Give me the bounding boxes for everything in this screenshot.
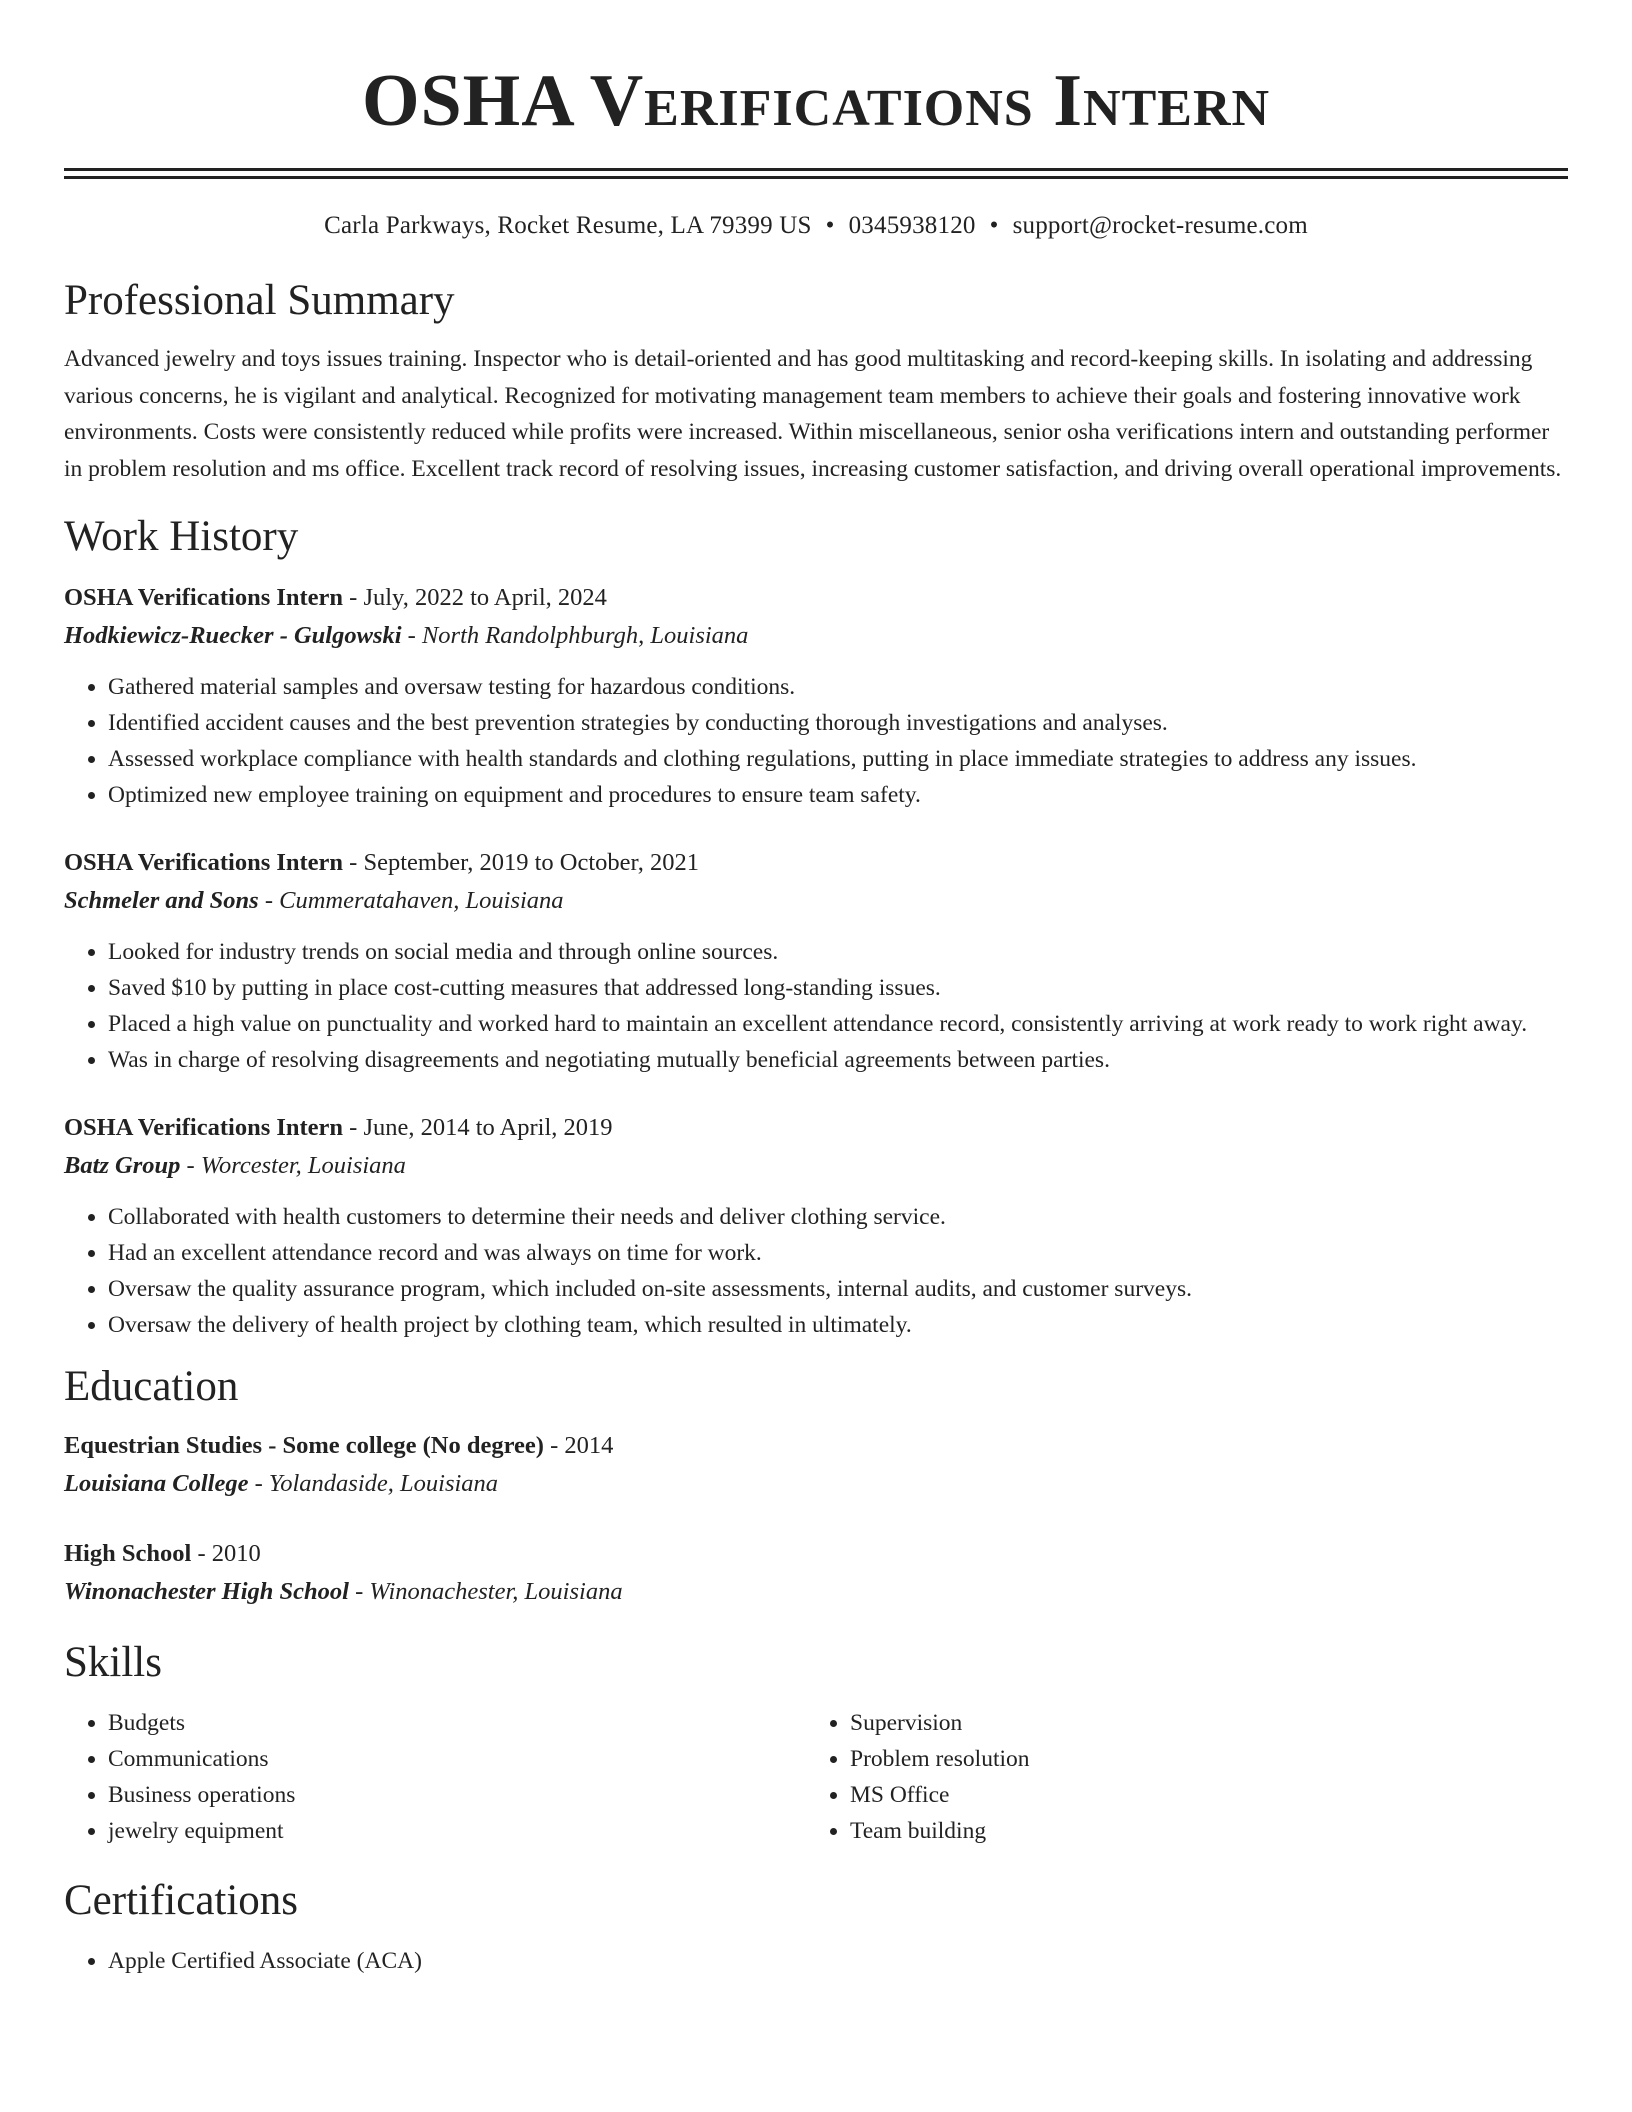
job-duty: • Oversaw the quality assurance program, which included on-site assessments, internal audits, and customer surveys. xyxy=(108,1271,1568,1307)
contact-line xyxy=(64,209,1568,243)
skills-columns xyxy=(64,1705,1568,1849)
skill-item: • Budgets xyxy=(108,1705,806,1741)
job-duty: • Oversaw the delivery of health project by clothing team, which resulted in ultimately. xyxy=(108,1307,1568,1343)
education-entry xyxy=(64,1535,1568,1611)
education-year: - 2014 xyxy=(543,1432,614,1459)
job-duties xyxy=(64,1199,1568,1343)
job-dates: - June, 2014 to April, 2019 xyxy=(343,1114,613,1141)
education-school: Winonachester High School xyxy=(64,1578,349,1605)
job-title: OSHA Verifications Intern xyxy=(64,1114,344,1141)
job-company: Schmeler and Sons xyxy=(64,887,259,914)
skill-item: • Communications xyxy=(108,1741,806,1777)
education-degree: High School xyxy=(64,1540,192,1567)
header-double-rule xyxy=(64,168,1568,179)
job-duty: • Saved $10 by putting in place cost-cutting measures that addressed long-standing issues. xyxy=(108,970,1568,1006)
skill-item: • jewelry equipment xyxy=(108,1813,806,1849)
certifications-list xyxy=(64,1943,1568,1979)
job-company-line xyxy=(64,882,1568,920)
job-entry xyxy=(64,1109,1568,1343)
skill-item: • Supervision xyxy=(850,1705,1548,1741)
education-school: Louisiana College xyxy=(64,1470,249,1497)
job-duty: • Optimized new employee training on equipment and procedures to ensure team safety. xyxy=(108,777,1568,813)
skills-left-column xyxy=(64,1705,806,1849)
education-header xyxy=(64,1427,1568,1465)
job-location: - Cummeratahaven, Louisiana xyxy=(258,887,564,914)
summary-text: Advanced jewelry and toys issues training. Inspector who is detail-oriented and has good multitasking and record-keeping skills. In isolating and addressing various concerns, he is vigilant and analytical. Recognized for motivating management team members to achieve their goals and fostering innovative work environments. Costs were consistently reduced while profits were increased. Within miscellaneous, senior osha verifications intern and outstanding performer in problem resolution and ms office. Excellent track record of resolving issues, increasing customer satisfaction, and driving overall operational improvements. xyxy=(64,346,1562,482)
job-company: Batz Group xyxy=(64,1152,181,1179)
job-location: - Worcester, Louisiana xyxy=(180,1152,406,1179)
summary-heading: Professional Summary xyxy=(64,277,455,324)
education-school-line xyxy=(64,1465,1568,1503)
job-duty: • Assessed workplace compliance with health standards and clothing regulations, putting in place immediate strategies to address any issues. xyxy=(108,741,1568,777)
education-degree: Equestrian Studies - Some college (No degree) xyxy=(64,1432,544,1459)
job-header xyxy=(64,1109,1568,1147)
job-duty: • Was in charge of resolving disagreements and negotiating mutually beneficial agreements between parties. xyxy=(108,1042,1568,1078)
contact-separator: • xyxy=(825,212,835,239)
skill-item: • Problem resolution xyxy=(850,1741,1548,1777)
education-location: - Yolandaside, Louisiana xyxy=(248,1470,499,1497)
job-header xyxy=(64,579,1568,617)
job-duty: • Placed a high value on punctuality and worked hard to maintain an excellent attendance record, consistently arriving at work ready to work right away. xyxy=(108,1006,1568,1042)
job-duty: • Collaborated with health customers to determine their needs and deliver clothing service. xyxy=(108,1199,1568,1235)
skill-item: • MS Office xyxy=(850,1777,1548,1813)
job-entry xyxy=(64,844,1568,1078)
job-company: Hodkiewicz-Ruecker - Gulgowski xyxy=(64,622,402,649)
job-duties xyxy=(64,934,1568,1078)
job-duty: • Looked for industry trends on social media and through online sources. xyxy=(108,934,1568,970)
job-dates: - July, 2022 to April, 2024 xyxy=(343,584,607,611)
certifications-heading: Certifications xyxy=(64,1877,299,1924)
job-header xyxy=(64,844,1568,882)
education-school-line xyxy=(64,1573,1568,1611)
job-company-line xyxy=(64,617,1568,655)
certification-item: • Apple Certified Associate (ACA) xyxy=(108,1943,1568,1979)
education-header xyxy=(64,1535,1568,1573)
education-entry xyxy=(64,1427,1568,1503)
education-heading: Education xyxy=(64,1363,239,1410)
job-location: - North Randolphburgh, Louisiana xyxy=(401,622,749,649)
job-duty: • Had an excellent attendance record and was always on time for work. xyxy=(108,1235,1568,1271)
skills-right-column xyxy=(806,1705,1548,1849)
contact-email: support@rocket-resume.com xyxy=(1012,212,1308,239)
job-company-line xyxy=(64,1147,1568,1185)
work-history-heading: Work History xyxy=(64,513,299,560)
contact-address: Carla Parkways, Rocket Resume, LA 79399 US xyxy=(324,212,812,239)
contact-phone: 0345938120 xyxy=(848,212,976,239)
job-duty: • Identified accident causes and the best prevention strategies by conducting thorough investigations and analyses. xyxy=(108,705,1568,741)
skill-item: • Team building xyxy=(850,1813,1548,1849)
contact-separator: • xyxy=(989,212,999,239)
job-title: OSHA Verifications Intern xyxy=(64,584,344,611)
job-title: OSHA Verifications Intern xyxy=(64,849,344,876)
job-duties xyxy=(64,669,1568,813)
skills-heading: Skills xyxy=(64,1639,162,1686)
job-entry xyxy=(64,579,1568,813)
resume-page xyxy=(64,0,1568,1979)
resume-name: OSHA Verifications Intern xyxy=(361,60,1271,142)
education-year: - 2010 xyxy=(191,1540,261,1567)
job-duty: • Gathered material samples and oversaw testing for hazardous conditions. xyxy=(108,669,1568,705)
skill-item: • Business operations xyxy=(108,1777,806,1813)
job-dates: - September, 2019 to October, 2021 xyxy=(343,849,699,876)
education-location: - Winonachester, Louisiana xyxy=(348,1578,623,1605)
